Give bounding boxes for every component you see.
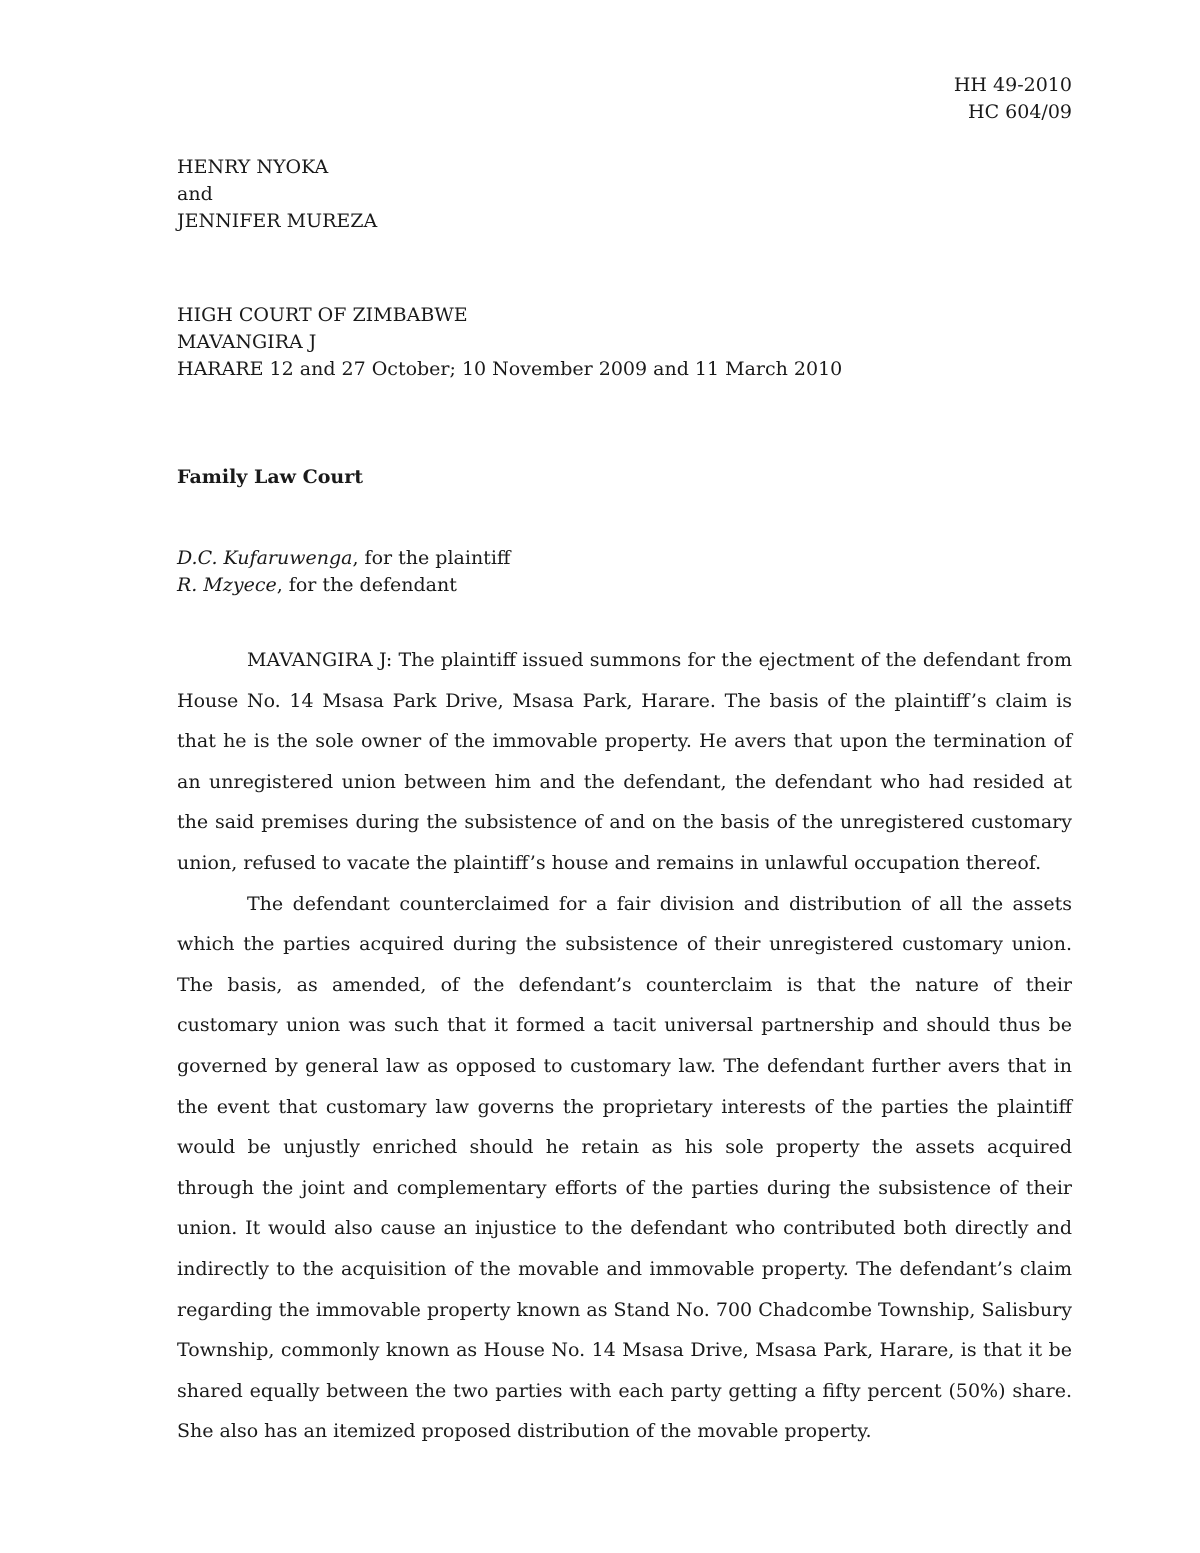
- counsel-plaintiff-role: , for the plaintiff: [352, 547, 511, 569]
- counsel-plaintiff-name: D.C. Kufaruwenga: [177, 547, 353, 569]
- hearing-place-dates: HARARE 12 and 27 October; 10 November 2009 and 11 March 2010: [177, 358, 843, 380]
- case-reference: [954, 72, 1072, 126]
- case-number: HC 604/09: [968, 101, 1072, 123]
- paragraph-1: MAVANGIRA J: The plaintiff issued summons for the ejectment of the defendant from House No. 14 Msasa Park Drive, Msasa Park, Harare. The basis of the plaintiff’s claim is that he is the sole owner of the immovable property. He avers that upon the termination of an unregistered union between him and the defendant, the defendant who had resided at the said premises during the subsistence of and on the basis of the unregistered customary union, refused to vacate the plaintiff’s house and remains in unlawful occupation thereof.: [177, 649, 1072, 874]
- counsel-defendant-name: R. Mzyece: [177, 574, 277, 596]
- subject-heading: Family Law Court: [177, 466, 363, 488]
- parties-conjunction: and: [177, 183, 213, 205]
- counsel-defendant: [177, 572, 510, 599]
- counsel-plaintiff: [177, 545, 510, 572]
- parties-block: [177, 154, 377, 235]
- judgment-number: HH 49-2010: [953, 74, 1072, 96]
- judgment-body: [177, 640, 1072, 1452]
- court-name: HIGH COURT OF ZIMBABWE: [177, 304, 468, 326]
- counsel-block: [177, 545, 510, 599]
- paragraph-2: The defendant counterclaimed for a fair division and distribution of all the assets which the parties acquired during the subsistence of their unregistered customary union. The basis, as amended, of the defendant’s counterclaim is that the nature of their customary union was such that it formed a tacit universal partnership and should thus be governed by general law as opposed to customary law. The defendant further avers that in the event that customary law governs the proprietary interests of the parties the plaintiff would be unjustly enriched should he retain as his sole property the assets acquired through the joint and complementary efforts of the parties during the subsistence of their union. It would also cause an injustice to the defendant who contributed both directly and indirectly to the acquisition of the movable and immovable property. The defendant’s claim regarding the immovable property known as Stand No. 700 Chadcombe Township, Salisbury Township, commonly known as House No. 14 Msasa Drive, Msasa Park, Harare, is that it be shared equally between the two parties with each party getting a fifty percent (50%) share. She also has an itemized proposed distribution of the movable property.: [177, 892, 1072, 1443]
- court-block: [177, 302, 842, 383]
- counsel-defendant-role: , for the defendant: [276, 574, 457, 596]
- judge-name: MAVANGIRA J: [177, 331, 317, 353]
- plaintiff-name: HENRY NYOKA: [177, 156, 329, 178]
- defendant-name: JENNIFER MUREZA: [177, 210, 378, 232]
